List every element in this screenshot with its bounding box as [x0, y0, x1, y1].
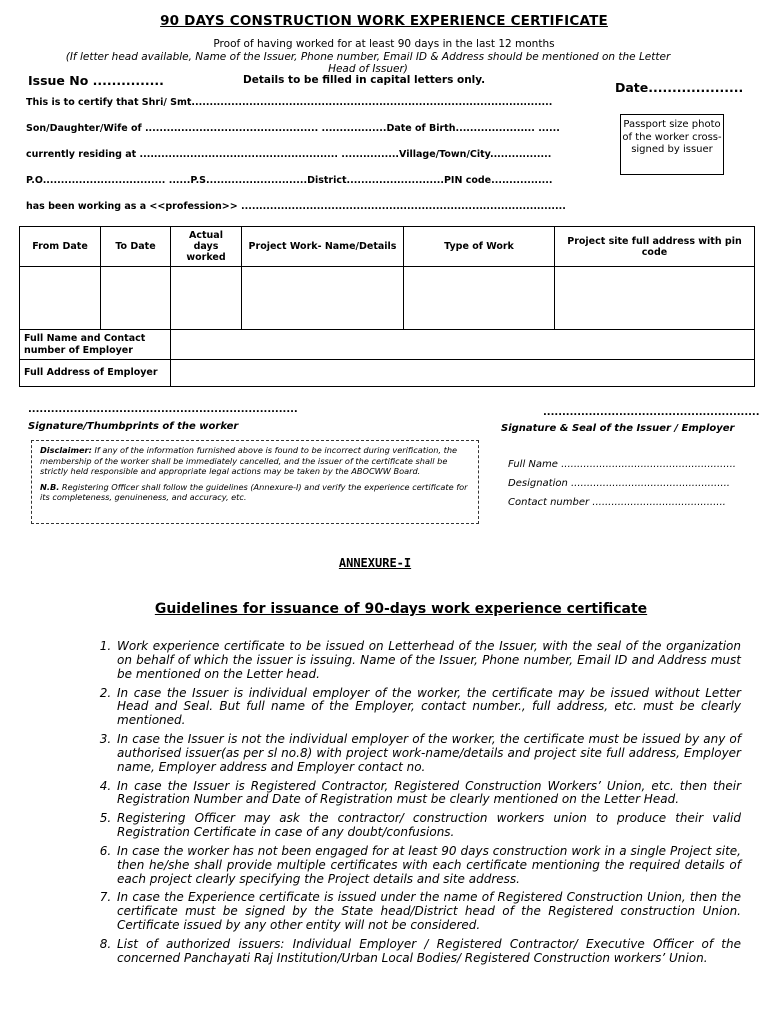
nb-label: N.B. — [40, 481, 60, 492]
guideline-item: 1. Work experience certificate to be issued on Letterhead of the Issuer, with the seal of the organization on behalf of which the issuer is issuing. Name of the Issuer, Phone number, Email ID and Address must be mentioned on the Letter head. — [115, 640, 741, 682]
postal-line: P.O.................................. ......P.S............................District...........................PIN code................. — [26, 175, 553, 186]
col-to-date: To Date — [101, 227, 171, 267]
passport-photo-box: Passport size photo of the worker cross-signed by issuer — [620, 114, 724, 175]
issuer-designation-field: Designation .................................................. — [508, 478, 730, 489]
nb-text: Registering Officer shall follow the guidelines (Annexure-I) and verify the experience certificate for its completeness, genuineness, and accuracy, etc. — [40, 481, 468, 502]
capital-letters-note: Details to be filled in capital letters only. — [243, 74, 486, 86]
guideline-item: 6. In case the worker has not been engaged for at least 90 days construction work in a single Project site, then he/she shall provide multiple certificates with each certificate mentioning the required details of each project clearly specifying the Project details and site address. — [115, 845, 741, 887]
col-actual-days: Actual days worked — [171, 227, 242, 267]
date-field: Date.................... — [615, 80, 744, 95]
type-of-work-cell[interactable] — [404, 267, 555, 330]
disclaimer-text: If any of the information furnished above is found to be incorrect during verification, the membership of the worker shall be immediately cancelled, and the issuer of the certificate shall be strictly held responsible and appropriate legal actions may be taken by the ABOCWW Board. — [40, 445, 458, 476]
guidelines-list — [78, 640, 741, 970]
guideline-item: 7. In case the Experience certificate is issued under the name of Registered Construction Union, then the certificate must be signed by the State head/District head of the Registered construction Union. Certificate issued by any other entity will not be considered. — [115, 891, 741, 933]
actual-days-cell[interactable] — [171, 267, 242, 330]
issuer-contact-field: Contact number .......................................... — [508, 497, 726, 508]
proof-subtitle: Proof of having worked for at least 90 days in the last 12 months — [213, 38, 555, 50]
col-type-of-work: Type of Work — [404, 227, 555, 267]
guideline-item: 4. In case the Issuer is Registered Contractor, Registered Construction Workers’ Union, etc. then their Registration Number and Date of Registration must be clearly mentioned on the Letter Head. — [115, 780, 741, 808]
issuer-signature-caption: Signature & Seal of the Issuer / Employer — [501, 423, 735, 434]
employer-name-label: Full Name and Contact number of Employer — [20, 330, 171, 360]
col-project-site: Project site full address with pin code — [555, 227, 755, 267]
employer-address-label: Full Address of Employer — [20, 360, 171, 387]
employer-name-cell[interactable] — [171, 330, 755, 360]
letterhead-note: (If letter head available, Name of the Issuer, Phone number, Email ID & Address should be mentioned on the Letter Head of Issuer) — [65, 51, 671, 75]
guideline-item: 8. List of authorized issuers: Individual Employer / Registered Contractor/ Executive Officer of the concerned Panchayati Raj Institution/Urban Local Bodies/ Registered Construction workers’ Union. — [115, 938, 741, 966]
certify-line: This is to certify that Shri/ Smt.................................................................................................... — [26, 97, 553, 108]
issuer-signature-line: ......................................................... — [543, 407, 760, 418]
issuer-full-name-field: Full Name ....................................................... — [508, 459, 736, 470]
guideline-item: 2. In case the Issuer is individual employer of the worker, the certificate may be issued without Letter Head and Seal. But full name of the Employer, contact number., full address, etc. must be clearly mentioned. — [115, 687, 741, 729]
col-project-work: Project Work- Name/Details — [242, 227, 404, 267]
issue-no-field: Issue No ............... — [28, 73, 164, 88]
col-from-date: From Date — [20, 227, 101, 267]
project-site-cell[interactable] — [555, 267, 755, 330]
residence-line: currently residing at ....................................................... ................Village/Town/City................. — [26, 149, 552, 160]
disclaimer-paragraph — [40, 445, 470, 477]
disclaimer-box — [31, 440, 479, 524]
profession-line: has been working as a <<profession>> .......................................................................................... — [26, 201, 566, 212]
guideline-item: 5. Registering Officer may ask the contractor/ construction workers union to produce their valid Registration Certificate in case of any doubt/confusions. — [115, 812, 741, 840]
guideline-item: 3. In case the Issuer is not the individual employer of the worker, the certificate must be issued by any of authorised issuer(as per sl no.8) with project work-name/details and project site full address, Employer name, Employer address and Employer contact no. — [115, 733, 741, 775]
employer-address-cell[interactable] — [171, 360, 755, 387]
relation-dob-line: Son/Daughter/Wife of ................................................ ..................Date of Birth...................... ...... — [26, 123, 560, 134]
to-date-cell[interactable] — [101, 267, 171, 330]
disclaimer-label: Disclaimer: — [40, 445, 92, 455]
worker-signature-line: ....................................................................... — [28, 404, 298, 415]
project-work-cell[interactable] — [242, 267, 404, 330]
certificate-title: 90 DAYS CONSTRUCTION WORK EXPERIENCE CERTIFICATE — [160, 13, 608, 29]
guidelines-title: Guidelines for issuance of 90-days work experience certificate — [154, 601, 648, 617]
worker-signature-caption: Signature/Thumbprints of the worker — [28, 421, 239, 432]
nb-paragraph — [40, 482, 470, 503]
annexure-heading: ANNEXURE-I — [338, 556, 412, 570]
work-details-table — [19, 226, 755, 387]
from-date-cell[interactable] — [20, 267, 101, 330]
